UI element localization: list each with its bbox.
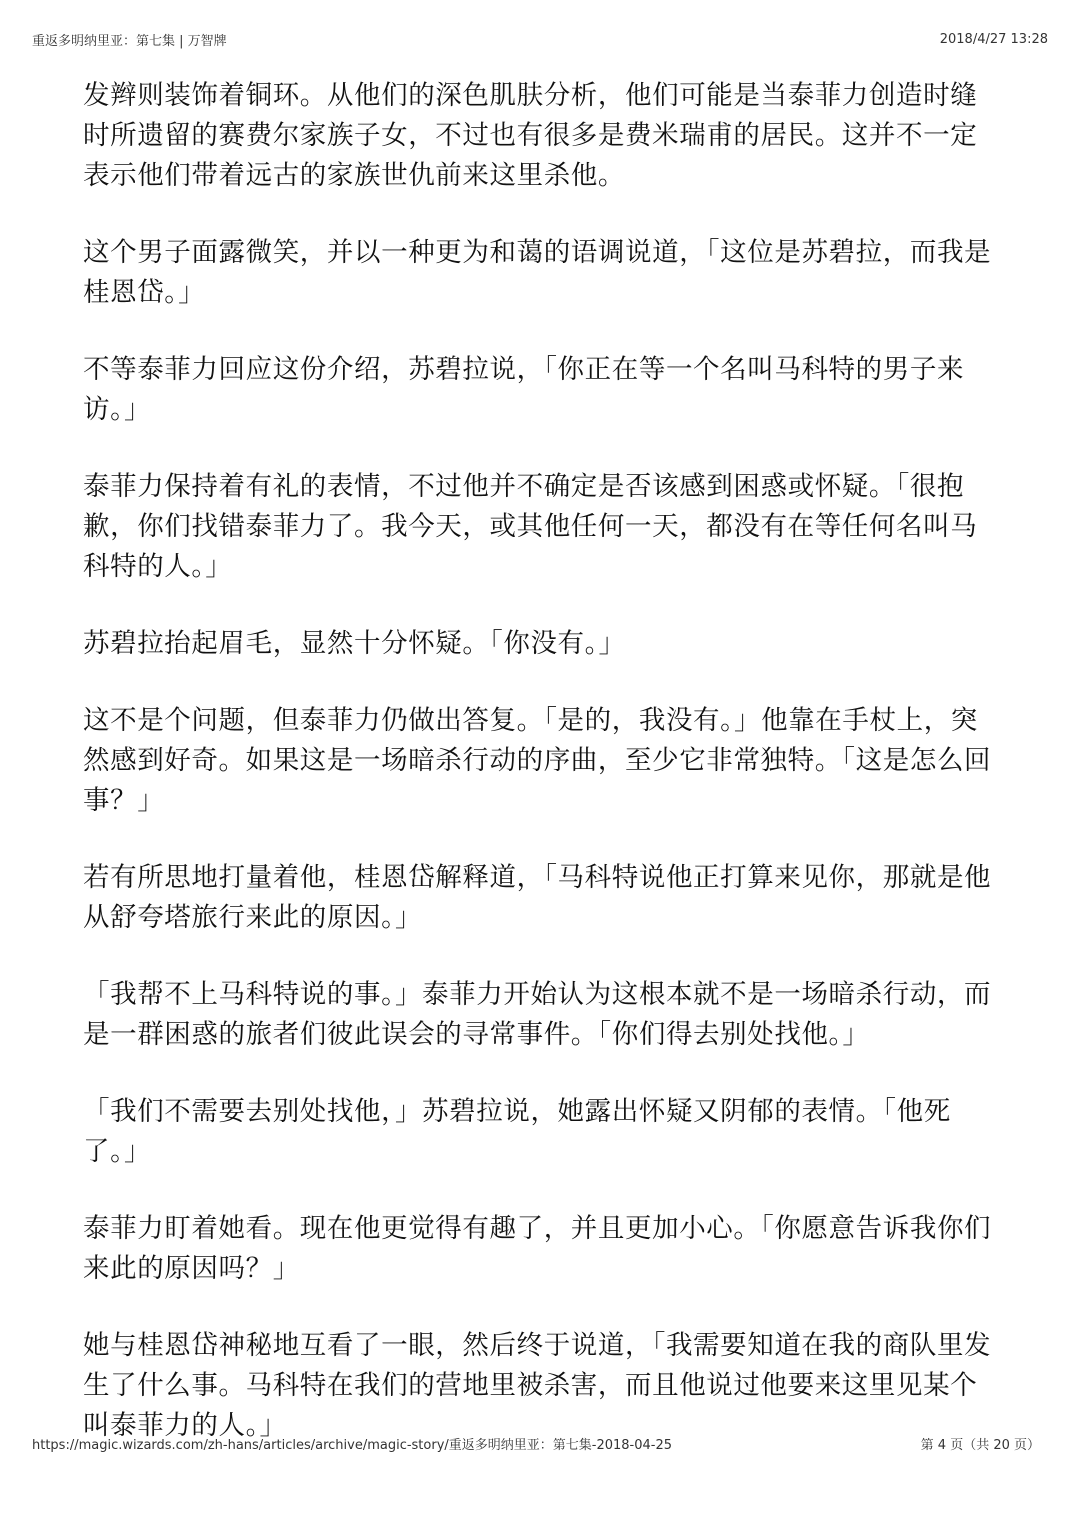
page-url: https://magic.wizards.com/zh-hans/articles/archive/magic-story/重返多明纳里亚：第七集-2018-04-25 bbox=[32, 1437, 673, 1453]
paragraph: 「我帮不上马科特说的事。」泰菲力开始认为这根本就不是一场暗杀行动，而是一群困惑的旅者们彼此误会的寻常事件。「你们得去别处找他。」 bbox=[83, 979, 992, 1050]
print-header bbox=[32, 28, 1048, 50]
paragraph: 发辫则装饰着铜环。从他们的深色肌肤分析，他们可能是当泰菲力创造时缝时所遗留的赛费尔家族子女，不过也有很多是费米瑞甫的居民。这并不一定表示他们带着远古的家族世仇前来这里杀他。 bbox=[83, 80, 978, 191]
paragraph: 苏碧拉抬起眉毛，显然十分怀疑。「你没有。」 bbox=[83, 628, 626, 659]
paragraph: 若有所思地打量着他，桂恩岱解释道，「马科特说他正打算来见你，那就是他从舒夸塔旅行来此的原因。」 bbox=[83, 862, 992, 933]
paragraph: 她与桂恩岱神秘地互看了一眼，然后终于说道，「我需要知道在我的商队里发生了什么事。马科特在我们的营地里被杀害，而且他说过他要来这里见某个叫泰菲力的人。」 bbox=[83, 1330, 992, 1441]
page-indicator: 第 4 页（共 20 页） bbox=[920, 1437, 1040, 1453]
print-datetime: 2018/4/27 13:28 bbox=[939, 31, 1048, 47]
paragraph: 泰菲力盯着她看。现在他更觉得有趣了，并且更加小心。「你愿意告诉我你们来此的原因吗？」 bbox=[83, 1213, 992, 1284]
page-title: 重返多明纳里亚：第七集 | 万智牌 bbox=[32, 33, 227, 49]
paragraph: 这不是个问题，但泰菲力仍做出答复。「是的，我没有。」他靠在手杖上，突然感到好奇。如果这是一场暗杀行动的序曲，至少它非常独特。「这是怎么回事？」 bbox=[83, 705, 992, 816]
article-body bbox=[83, 76, 995, 1483]
paragraph: 这个男子面露微笑，并以一种更为和蔼的语调说道，「这位是苏碧拉，而我是桂恩岱。」 bbox=[83, 237, 992, 308]
print-footer bbox=[32, 1432, 1040, 1454]
paragraph: 泰菲力保持着有礼的表情，不过他并不确定是否该感到困惑或怀疑。「很抱歉，你们找错泰菲力了。我今天，或其他任何一天，都没有在等任何名叫马科特的人。」 bbox=[83, 471, 978, 582]
paragraph: 不等泰菲力回应这份介绍，苏碧拉说，「你正在等一个名叫马科特的男子来访。」 bbox=[83, 354, 965, 425]
paragraph: 「我们不需要去别处找他，」苏碧拉说，她露出怀疑又阴郁的表情。「他死了。」 bbox=[83, 1096, 951, 1167]
